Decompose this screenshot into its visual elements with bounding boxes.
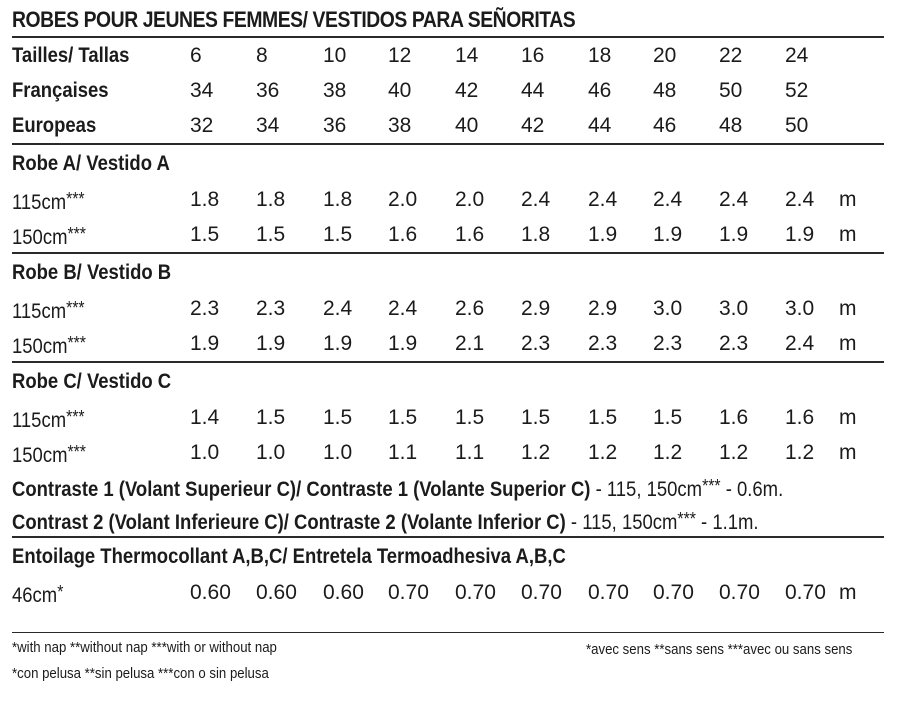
cell-value: 1.5 xyxy=(190,223,220,246)
cell-value: 0.70 xyxy=(521,581,562,604)
yardage-row xyxy=(12,326,908,361)
cell-value: 1.8 xyxy=(256,188,286,211)
row-label: 115cm*** xyxy=(12,298,85,323)
yardage-row xyxy=(12,217,908,252)
cell-value: 36 xyxy=(256,79,280,102)
cell-value: 0.70 xyxy=(719,581,760,604)
cell-value: 2.3 xyxy=(653,332,683,355)
cell-value: 1.0 xyxy=(256,441,286,464)
cell-value: 1.5 xyxy=(588,406,618,429)
cell-value: 1.9 xyxy=(190,332,220,355)
cell-value: 1.8 xyxy=(521,223,551,246)
interfacing-stars: * xyxy=(57,582,64,602)
contrast-line: Contraste 1 (Volant Superieur C)/ Contraste 1 (Volante Superior C) - 115, 150cm*** - 0.6m. xyxy=(12,476,784,501)
chart-title: ROBES POUR JEUNES FEMMES/ VESTIDOS PARA SEÑORITAS xyxy=(12,7,576,32)
cell-value: 1.5 xyxy=(323,223,353,246)
unit-label: m xyxy=(839,188,857,211)
row-label: Europeas xyxy=(12,114,97,137)
row-label: 115cm*** xyxy=(12,407,85,432)
cell-value: 20 xyxy=(653,44,677,67)
cell-value: 2.4 xyxy=(719,188,749,211)
cell-value: 10 xyxy=(323,44,347,67)
cell-value: 1.9 xyxy=(653,223,683,246)
cell-value: 2.4 xyxy=(388,297,418,320)
cell-value: 1.2 xyxy=(785,441,815,464)
cell-value: 1.5 xyxy=(653,406,683,429)
cell-value: 48 xyxy=(653,79,677,102)
cell-value: 34 xyxy=(256,114,280,137)
cell-value: 0.70 xyxy=(785,581,826,604)
cell-value: 2.9 xyxy=(521,297,551,320)
row-label: Françaises xyxy=(12,79,109,102)
unit-label: m xyxy=(839,406,857,429)
cell-value: 1.6 xyxy=(388,223,418,246)
yardage-row xyxy=(12,291,908,326)
cell-value: 2.4 xyxy=(785,332,815,355)
footnote-spanish: *con pelusa **sin pelusa ***con o sin pelusa xyxy=(12,665,269,682)
cell-value: 1.5 xyxy=(256,223,286,246)
interfacing-width: 46cm xyxy=(12,584,58,607)
interfacing-row xyxy=(12,575,908,610)
cell-value: 50 xyxy=(785,114,809,137)
cell-value: 2.4 xyxy=(588,188,618,211)
unit-label: m xyxy=(839,223,857,246)
cell-value: 18 xyxy=(588,44,612,67)
unit-label: m xyxy=(839,441,857,464)
cell-value: 2.3 xyxy=(190,297,220,320)
row-label: 115cm*** xyxy=(12,189,85,214)
cell-value: 38 xyxy=(323,79,347,102)
unit-label: m xyxy=(839,332,857,355)
cell-value: 0.70 xyxy=(455,581,496,604)
cell-value: 1.1 xyxy=(388,441,418,464)
cell-value: 1.9 xyxy=(256,332,286,355)
cell-value: 0.70 xyxy=(588,581,629,604)
cell-value: 22 xyxy=(719,44,743,67)
size-row xyxy=(12,108,908,143)
cell-value: 1.9 xyxy=(323,332,353,355)
cell-value: 1.4 xyxy=(190,406,220,429)
row-label: 150cm*** xyxy=(12,442,86,467)
cell-value: 1.5 xyxy=(256,406,286,429)
section-heading: Robe B/ Vestido B xyxy=(12,261,172,284)
cell-value: 1.9 xyxy=(388,332,418,355)
cell-value: 6 xyxy=(190,44,202,67)
row-label: 150cm*** xyxy=(12,224,86,249)
cell-value: 0.70 xyxy=(653,581,694,604)
cell-value: 1.0 xyxy=(323,441,353,464)
cell-value: 40 xyxy=(388,79,412,102)
cell-value: 1.2 xyxy=(521,441,551,464)
footnote-french: *avec sens **sans sens ***avec ou sans sens xyxy=(586,641,853,658)
cell-value: 2.0 xyxy=(388,188,418,211)
cell-value: 44 xyxy=(521,79,545,102)
row-label: 150cm*** xyxy=(12,333,86,358)
cell-value: 1.9 xyxy=(588,223,618,246)
cell-value: 14 xyxy=(455,44,479,67)
yardage-row xyxy=(12,400,908,435)
cell-value: 40 xyxy=(455,114,479,137)
cell-value: 3.0 xyxy=(785,297,815,320)
cell-value: 1.8 xyxy=(190,188,220,211)
interfacing-section xyxy=(12,538,908,610)
cell-value: 2.0 xyxy=(455,188,485,211)
cell-value: 1.8 xyxy=(323,188,353,211)
cell-value: 3.0 xyxy=(653,297,683,320)
cell-value: 2.6 xyxy=(455,297,485,320)
cell-value: 12 xyxy=(388,44,412,67)
yardage-chart xyxy=(12,4,908,693)
cell-value: 42 xyxy=(455,79,479,102)
yardage-row xyxy=(12,182,908,217)
cell-value: 38 xyxy=(388,114,412,137)
footnotes xyxy=(12,633,908,693)
cell-value: 2.3 xyxy=(256,297,286,320)
cell-value: 42 xyxy=(521,114,545,137)
cell-value: 3.0 xyxy=(719,297,749,320)
cell-value: 2.1 xyxy=(455,332,485,355)
row-label: Tailles/ Tallas xyxy=(12,44,130,67)
yardage-row xyxy=(12,435,908,470)
unit-label: m xyxy=(839,297,857,320)
cell-value: 2.4 xyxy=(521,188,551,211)
cell-value: 34 xyxy=(190,79,214,102)
cell-value: 2.4 xyxy=(653,188,683,211)
cell-value: 1.2 xyxy=(588,441,618,464)
cell-value: 1.5 xyxy=(323,406,353,429)
cell-value: 32 xyxy=(190,114,214,137)
cell-value: 2.3 xyxy=(719,332,749,355)
cell-value: 1.5 xyxy=(521,406,551,429)
cell-value: 1.6 xyxy=(719,406,749,429)
cell-value: 2.4 xyxy=(785,188,815,211)
cell-value: 8 xyxy=(256,44,268,67)
cell-value: 1.2 xyxy=(653,441,683,464)
cell-value: 2.3 xyxy=(521,332,551,355)
section-heading: Robe A/ Vestido A xyxy=(12,152,170,175)
cell-value: 1.5 xyxy=(455,406,485,429)
size-row xyxy=(12,73,908,108)
cell-value: 1.9 xyxy=(785,223,815,246)
cell-value: 36 xyxy=(323,114,347,137)
cell-value: 16 xyxy=(521,44,545,67)
cell-value: 48 xyxy=(719,114,743,137)
cell-value: 2.9 xyxy=(588,297,618,320)
cell-value: 1.6 xyxy=(785,406,815,429)
cell-value: 0.70 xyxy=(388,581,429,604)
cell-value: 1.2 xyxy=(719,441,749,464)
cell-value: 1.6 xyxy=(455,223,485,246)
size-table xyxy=(12,38,908,143)
unit-label: m xyxy=(839,581,857,604)
contrast-line: Contrast 2 (Volant Inferieure C)/ Contraste 2 (Volante Inferior C) - 115, 150cm*** - 1.1m. xyxy=(12,509,759,534)
cell-value: 1.5 xyxy=(388,406,418,429)
footnote-english: *with nap **without nap ***with or without nap xyxy=(12,639,277,656)
cell-value: 1.0 xyxy=(190,441,220,464)
cell-value: 0.60 xyxy=(190,581,231,604)
cell-value: 50 xyxy=(719,79,743,102)
cell-value: 46 xyxy=(653,114,677,137)
cell-value: 1.9 xyxy=(719,223,749,246)
section-heading: Robe C/ Vestido C xyxy=(12,370,172,393)
cell-value: 0.60 xyxy=(323,581,364,604)
size-row xyxy=(12,38,908,73)
cell-value: 24 xyxy=(785,44,809,67)
fabric-sections xyxy=(12,143,908,536)
cell-value: 52 xyxy=(785,79,809,102)
cell-value: 44 xyxy=(588,114,612,137)
cell-value: 0.60 xyxy=(256,581,297,604)
cell-value: 1.1 xyxy=(455,441,485,464)
cell-value: 2.3 xyxy=(588,332,618,355)
cell-value: 2.4 xyxy=(323,297,353,320)
interfacing-heading: Entoilage Thermocollant A,B,C/ Entretela Termoadhesiva A,B,C xyxy=(12,545,566,568)
cell-value: 46 xyxy=(588,79,612,102)
